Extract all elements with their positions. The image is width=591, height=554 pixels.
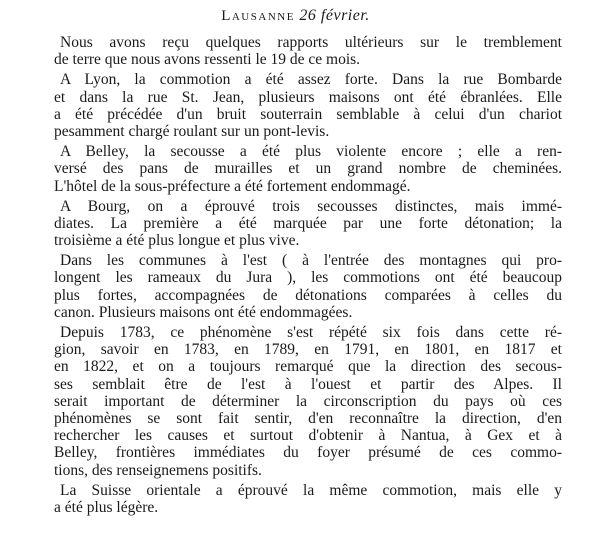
paragraph-communes-est	[54, 252, 562, 321]
paragraph-intro	[54, 34, 562, 68]
text-line: A Lyon, la commotion a été assez forte. Dans la rue Bombarde	[60, 71, 562, 89]
paragraph-bourg	[54, 198, 562, 250]
dateline-date: 26 février.	[299, 7, 370, 24]
dateline-place: Lausanne	[221, 8, 295, 24]
text-line: longent les rameaux du Jura ), les commotions ont été beaucoup	[54, 269, 562, 287]
text-line: Nous avons reçu quelques rapports ultérieurs sur le tremblement	[60, 34, 562, 51]
text-line: a été précédée d'un bruit souterrain semblable à celui d'un chariot	[54, 105, 562, 123]
text-line: Dans les communes à l'est ( à l'entrée des montagnes qui pro-	[60, 252, 562, 270]
text-line: versé des pans de murailles et un grand nombre de cheminées.	[54, 160, 562, 178]
text-line: rechercher les causes et surtout d'obtenir à Nantua, à Gex et à	[54, 427, 562, 445]
text-line: serait important de déterminer la circonscription du pays où ces	[54, 392, 562, 410]
paragraph-suisse	[54, 482, 562, 516]
article-body	[54, 34, 562, 519]
text-line: pesamment chargé roulant sur un pont-levis.	[54, 122, 330, 140]
text-line: et dans la rue St. Jean, plusieurs maisons ont été ébranlées. Elle	[54, 88, 562, 106]
text-line: La Suisse orientale a éprouvé la même commotion, mais elle y	[60, 481, 562, 499]
text-line: plus fortes, accompagnées de détonations comparées à celles du	[54, 286, 562, 304]
text-line: Depuis 1783, ce phénomène s'est répété six fois dans cette ré-	[60, 324, 562, 341]
text-line: a été plus légère.	[54, 498, 159, 516]
text-line: canon. Plusieurs maisons ont été endommagées.	[54, 303, 353, 321]
text-line: A Bourg, on a éprouvé trois secousses distinctes, mais immé-	[60, 197, 562, 215]
text-line: A Belley, la secousse a été plus violente encore ; elle a ren-	[60, 143, 562, 161]
dateline	[0, 6, 591, 26]
text-line: ses semblait être de l'est à l'ouest et partir des Alpes. Il	[54, 375, 562, 393]
text-line: L'hôtel de la sous-préfecture a été fortement endommagé.	[54, 177, 411, 195]
text-line: troisième a été plus longue et plus vive.	[54, 232, 300, 250]
paragraph-belley	[54, 143, 562, 195]
text-line: tions, des renseignemens positifs.	[54, 461, 262, 479]
text-line: Belley, frontières immédiates du foyer présumé de ces commo-	[54, 444, 562, 462]
text-line: en 1822, et on a toujours remarqué que la direction des secous-	[54, 358, 562, 376]
text-line: phénomènes se sont fait sentir, d'en reconnaître la direction, d'en	[54, 409, 562, 427]
text-line: de terre que nous avons ressenti le 19 de ce mois.	[54, 51, 361, 69]
text-line: diates. La première a été marquée par une forte détonation; la	[54, 214, 562, 232]
text-line: gion, savoir en 1783, en 1789, en 1791, en 1801, en 1817 et	[54, 341, 562, 359]
paragraph-lyon	[54, 71, 562, 140]
paragraph-depuis-1783	[54, 324, 562, 479]
